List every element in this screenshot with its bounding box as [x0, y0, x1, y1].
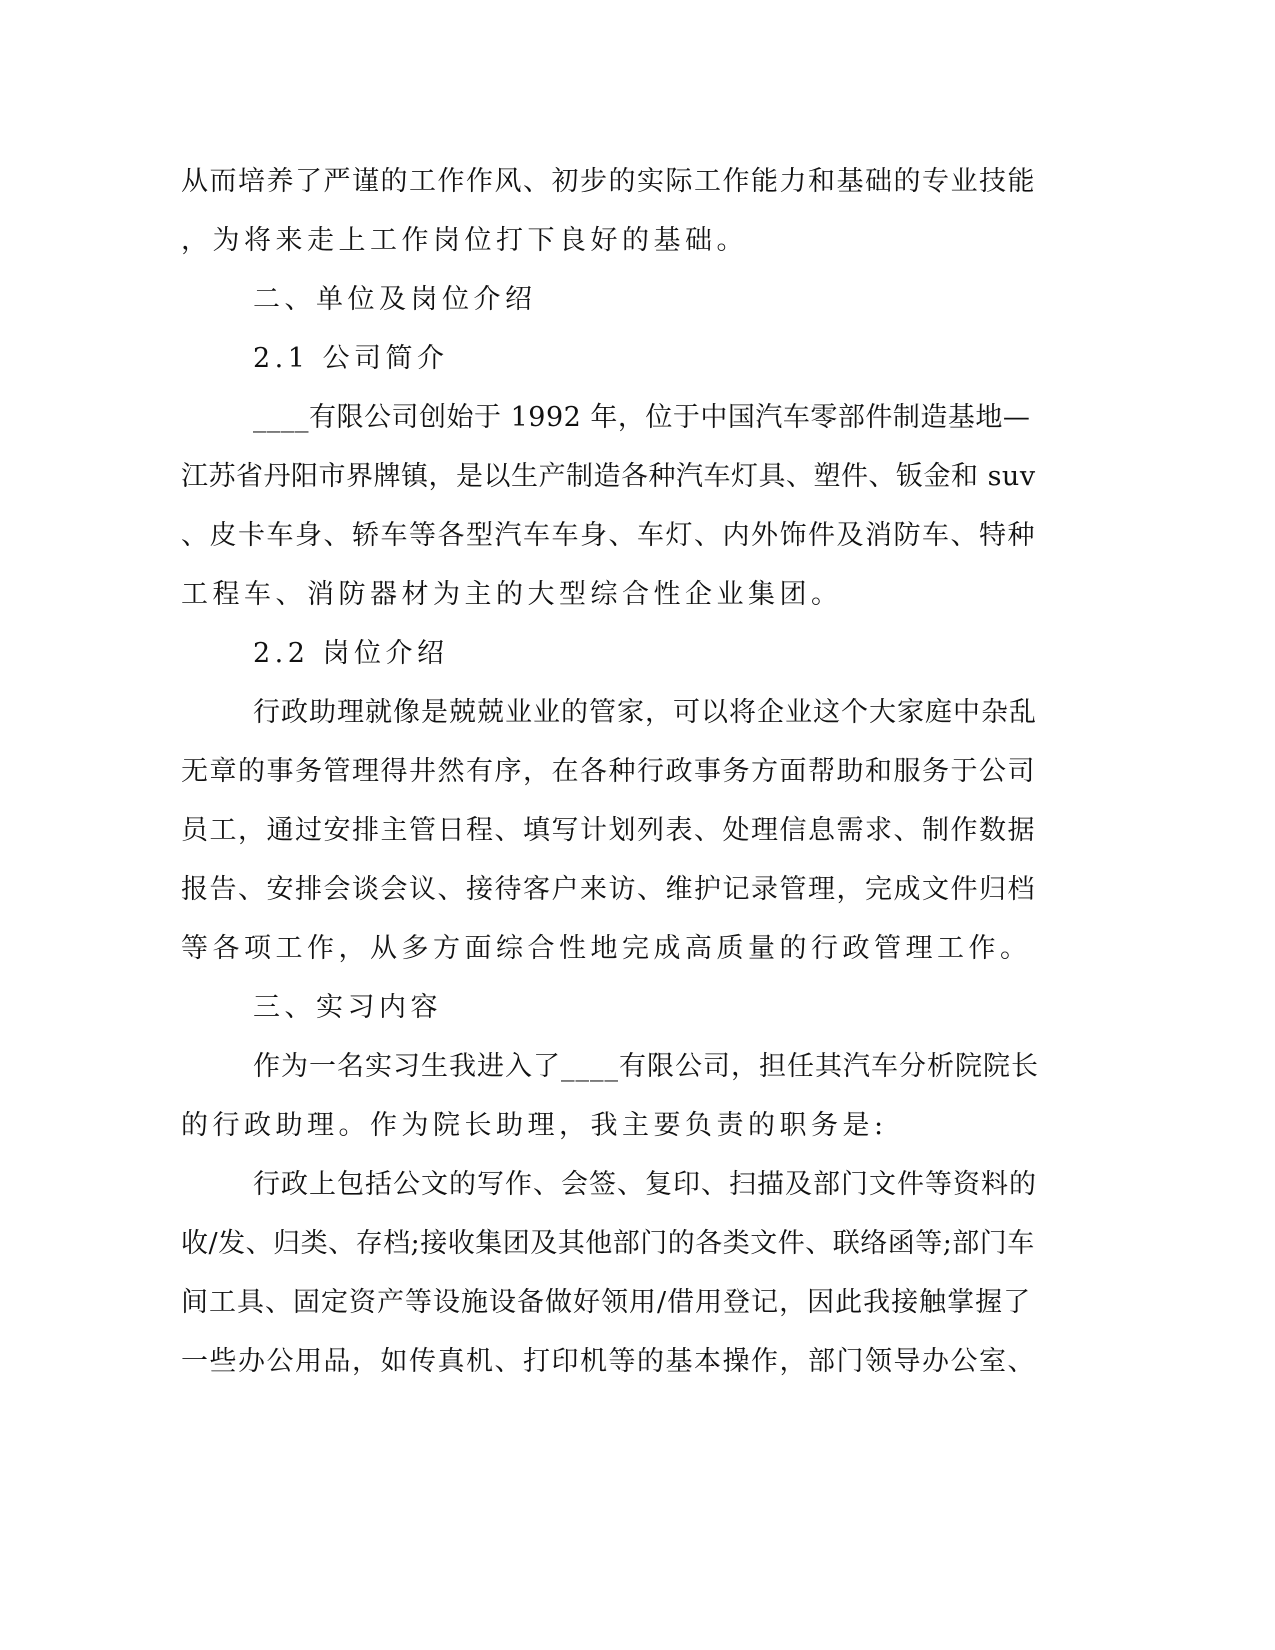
text-line: 行政助理就像是兢兢业业的管家，可以将企业这个大家庭中杂乱: [253, 697, 1037, 728]
text-line: ，为将来走上工作岗位打下良好的基础。: [181, 225, 748, 256]
text-line: 间工具、固定资产等设施设备做好领用/借用登记，因此我接触掌握了: [181, 1287, 1032, 1318]
body-text: [181, 158, 1041, 1397]
text-line: 江苏省丹阳市界牌镇，是以生产制造各种汽车灯具、塑件、钣金和 suv: [181, 461, 1036, 492]
text-line: 2.1 公司简介: [253, 343, 449, 374]
text-line: ____有限公司创始于 1992 年，位于中国汽车零部件制造基地—: [253, 402, 1031, 433]
text-line: 一些办公用品，如传真机、打印机等的基本操作，部门领导办公室、: [181, 1346, 1036, 1377]
text-line: 从而培养了严谨的工作作风、初步的实际工作能力和基础的专业技能: [181, 166, 1036, 197]
text-line: 等各项工作，从多方面综合性地完成高质量的行政管理工作。: [181, 933, 1032, 964]
text-line: 行政上包括公文的写作、会签、复印、扫描及部门文件等资料的: [253, 1169, 1037, 1200]
text-line: 作为一名实习生我进入了____有限公司，担任其汽车分析院院长: [253, 1051, 1039, 1082]
text-line: 收/发、归类、存档;接收集团及其他部门的各类文件、联络函等;部门车: [181, 1228, 1035, 1259]
text-line: 2.2 岗位介绍: [253, 638, 449, 669]
text-line: 三、实习内容: [253, 992, 442, 1023]
text-line: 无章的事务管理得井然有序，在各种行政事务方面帮助和服务于公司: [181, 756, 1036, 787]
text-line: 、皮卡车身、轿车等各型汽车车身、车灯、内外饰件及消防车、特种: [181, 520, 1036, 551]
text-line: 二、单位及岗位介绍: [253, 284, 537, 315]
text-line: 报告、安排会谈会议、接待客户来访、维护记录管理，完成文件归档: [181, 874, 1036, 905]
text-line: 工程车、消防器材为主的大型综合性企业集团。: [181, 579, 843, 610]
text-line: 的行政助理。作为院长助理，我主要负责的职务是:: [181, 1110, 888, 1141]
text-line: 员工，通过安排主管日程、填写计划列表、处理信息需求、制作数据: [181, 815, 1036, 846]
